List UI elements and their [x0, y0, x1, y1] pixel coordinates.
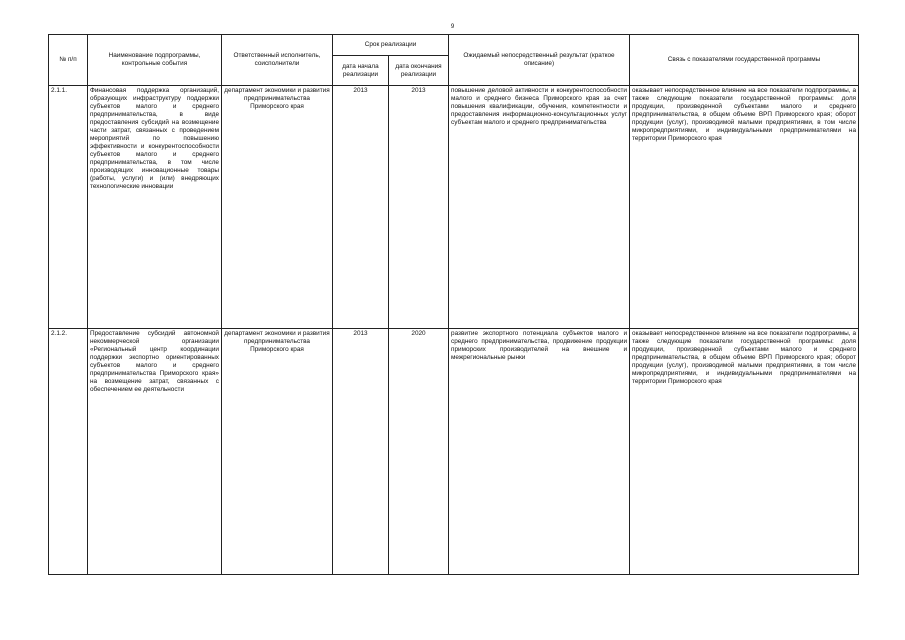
- row-result: развитие экспортного потенциала субъектов малого и среднего предпринимательства, продвижение продукции приморских производителей на внешние и межрегиональные рынки: [449, 329, 630, 575]
- header-term-group: Срок реализации: [333, 35, 449, 56]
- row-num: 2.1.1.: [49, 86, 88, 329]
- header-responsible: Ответственный исполнитель, соисполнители: [222, 35, 333, 86]
- table-row: [49, 86, 859, 329]
- header-result: Ожидаемый непосредственный результат (краткое описание): [449, 35, 630, 86]
- header-num: № п/п: [49, 35, 88, 86]
- row-link: оказывает непосредственное влияние на все показатели подпрограммы, а также следующие показатели государственной программы: доля продукции, произведенной субъектами малого и среднего предпринимательства, в общем объеме ВРП Приморского края; оборот продукции (услуг), производимой малыми предприятиями, в том числе микропредприятиями, и индивидуальными предпринимателями на территории Приморского края: [630, 329, 859, 575]
- header-end: дата окончания реализации: [389, 56, 449, 86]
- page-number: 9: [450, 24, 455, 30]
- table-row: [49, 329, 859, 575]
- program-events-table: [48, 34, 859, 575]
- header-name: Наименование подпрограммы, контрольные события: [88, 35, 222, 86]
- row-name: Предоставление субсидий автономной некоммерческой организации «Региональный центр координации поддержки экспортно ориентированных субъектов малого и среднего предпринимательства Приморского края» на возмещение затрат, связанных с обеспечением ее деятельности: [88, 329, 222, 575]
- row-end: 2020: [389, 329, 449, 575]
- row-name: Финансовая поддержка организаций, образующих инфраструктуру поддержки субъектов малого и среднего предпринимательства, в виде предоставления субсидий на возмещение части затрат, связанных с проведением мероприятий по повышению эффективности и конкурентоспособности субъектов малого и среднего предпринимательства, в том числе производящих инновационные товары (работы, услуги) и (или) внедряющих технологические инновации: [88, 86, 222, 329]
- row-num: 2.1.2.: [49, 329, 88, 575]
- row-link: оказывает непосредственное влияние на все показатели подпрограммы, а также следующие показатели государственной программы: доля продукции, произведенной субъектами малого и среднего предпринимательства, в общем объеме ВРП Приморского края; оборот продукции (услуг), производимой малыми предприятиями, в том числе микропредприятиями, и индивидуальными предпринимателями на территории Приморского края: [630, 86, 859, 329]
- row-result: повышение деловой активности и конкурентоспособности малого и среднего бизнеса Приморского края за счет повышения квалификации, обучения, компетентности и предоставления информационно-консультационных услуг субъектам малого и среднего предпринимательства: [449, 86, 630, 329]
- row-end: 2013: [389, 86, 449, 329]
- row-start: 2013: [333, 86, 389, 329]
- header-start: дата начала реализации: [333, 56, 389, 86]
- row-responsible: департамент экономики и развития предпринимательства Приморского края: [222, 329, 333, 575]
- row-responsible: департамент экономики и развития предпринимательства Приморского края: [222, 86, 333, 329]
- header-link: Связь с показателями государственной программы: [630, 35, 859, 86]
- row-start: 2013: [333, 329, 389, 575]
